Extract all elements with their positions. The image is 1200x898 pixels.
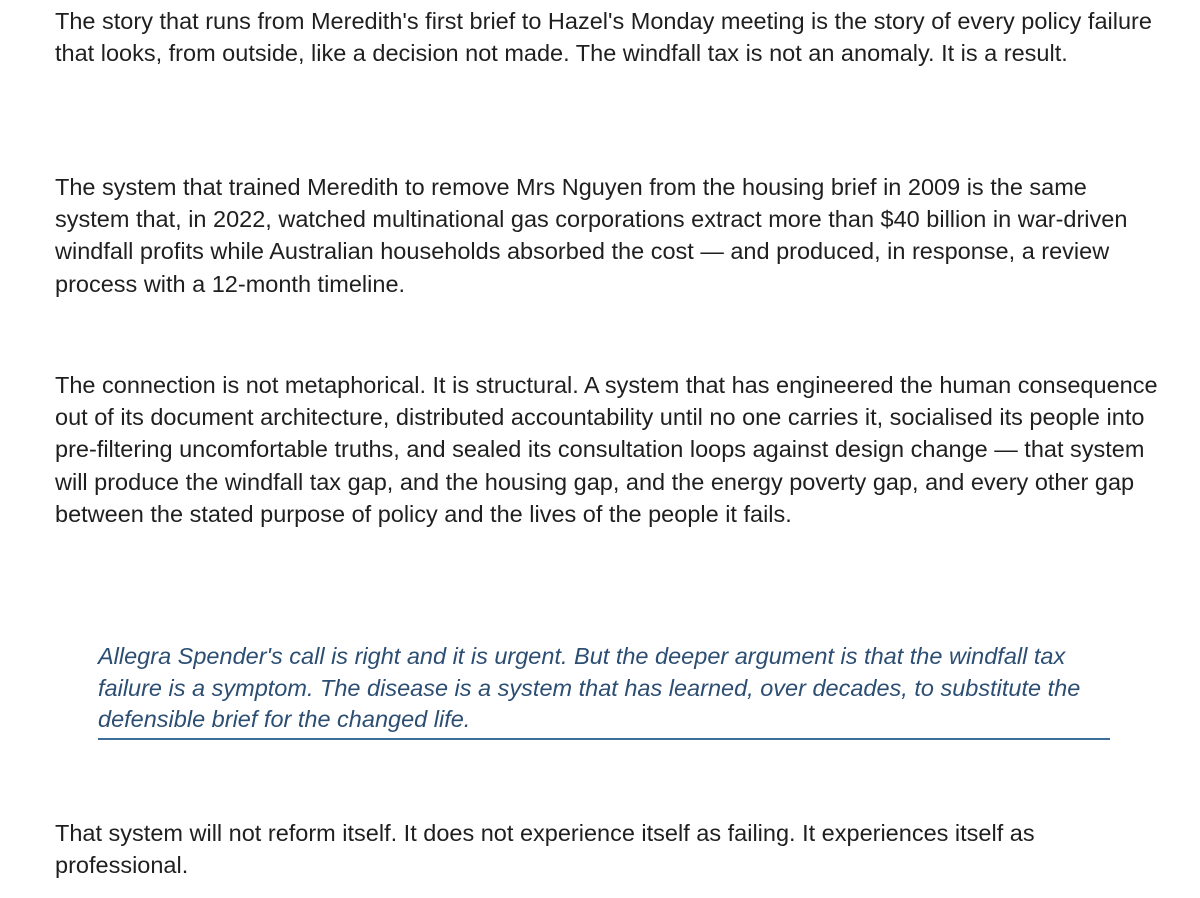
body-paragraph: The story that runs from Meredith's first brief to Hazel's Monday meeting is the story of every policy failure that looks, from outside, like a decision not made. The windfall tax is not an anomaly. It is a result. (55, 8, 1152, 67)
pull-quote (98, 641, 1110, 740)
body-paragraph: The system that trained Meredith to remove Mrs Nguyen from the housing brief in 2009 is the same system that, in 2022, watched multinational gas corporations extract more than $40 billion in war-driven windfall profits while Australian households absorbed the cost — and produced, in response, a review process with a 12-month timeline. (55, 174, 1128, 297)
pull-quote-text: Allegra Spender's call is right and it is urgent. But the deeper argument is that the windfall tax failure is a symptom. The disease is a system that has learned, over decades, to substitute the defensible brief for the changed life. (98, 643, 1081, 732)
body-paragraph: The connection is not metaphorical. It is structural. A system that has engineered the human consequence out of its document architecture, distributed accountability until no one carries it, socialised its people into pre-filtering uncomfortable truths, and sealed its consultation loops against design change — that system will produce the windfall tax gap, and the housing gap, and the energy poverty gap, and every other gap between the stated purpose of policy and the lives of the people it fails. (55, 372, 1158, 527)
body-paragraph: That system will not reform itself. It does not experience itself as failing. It experiences itself as professional. (55, 820, 1035, 879)
